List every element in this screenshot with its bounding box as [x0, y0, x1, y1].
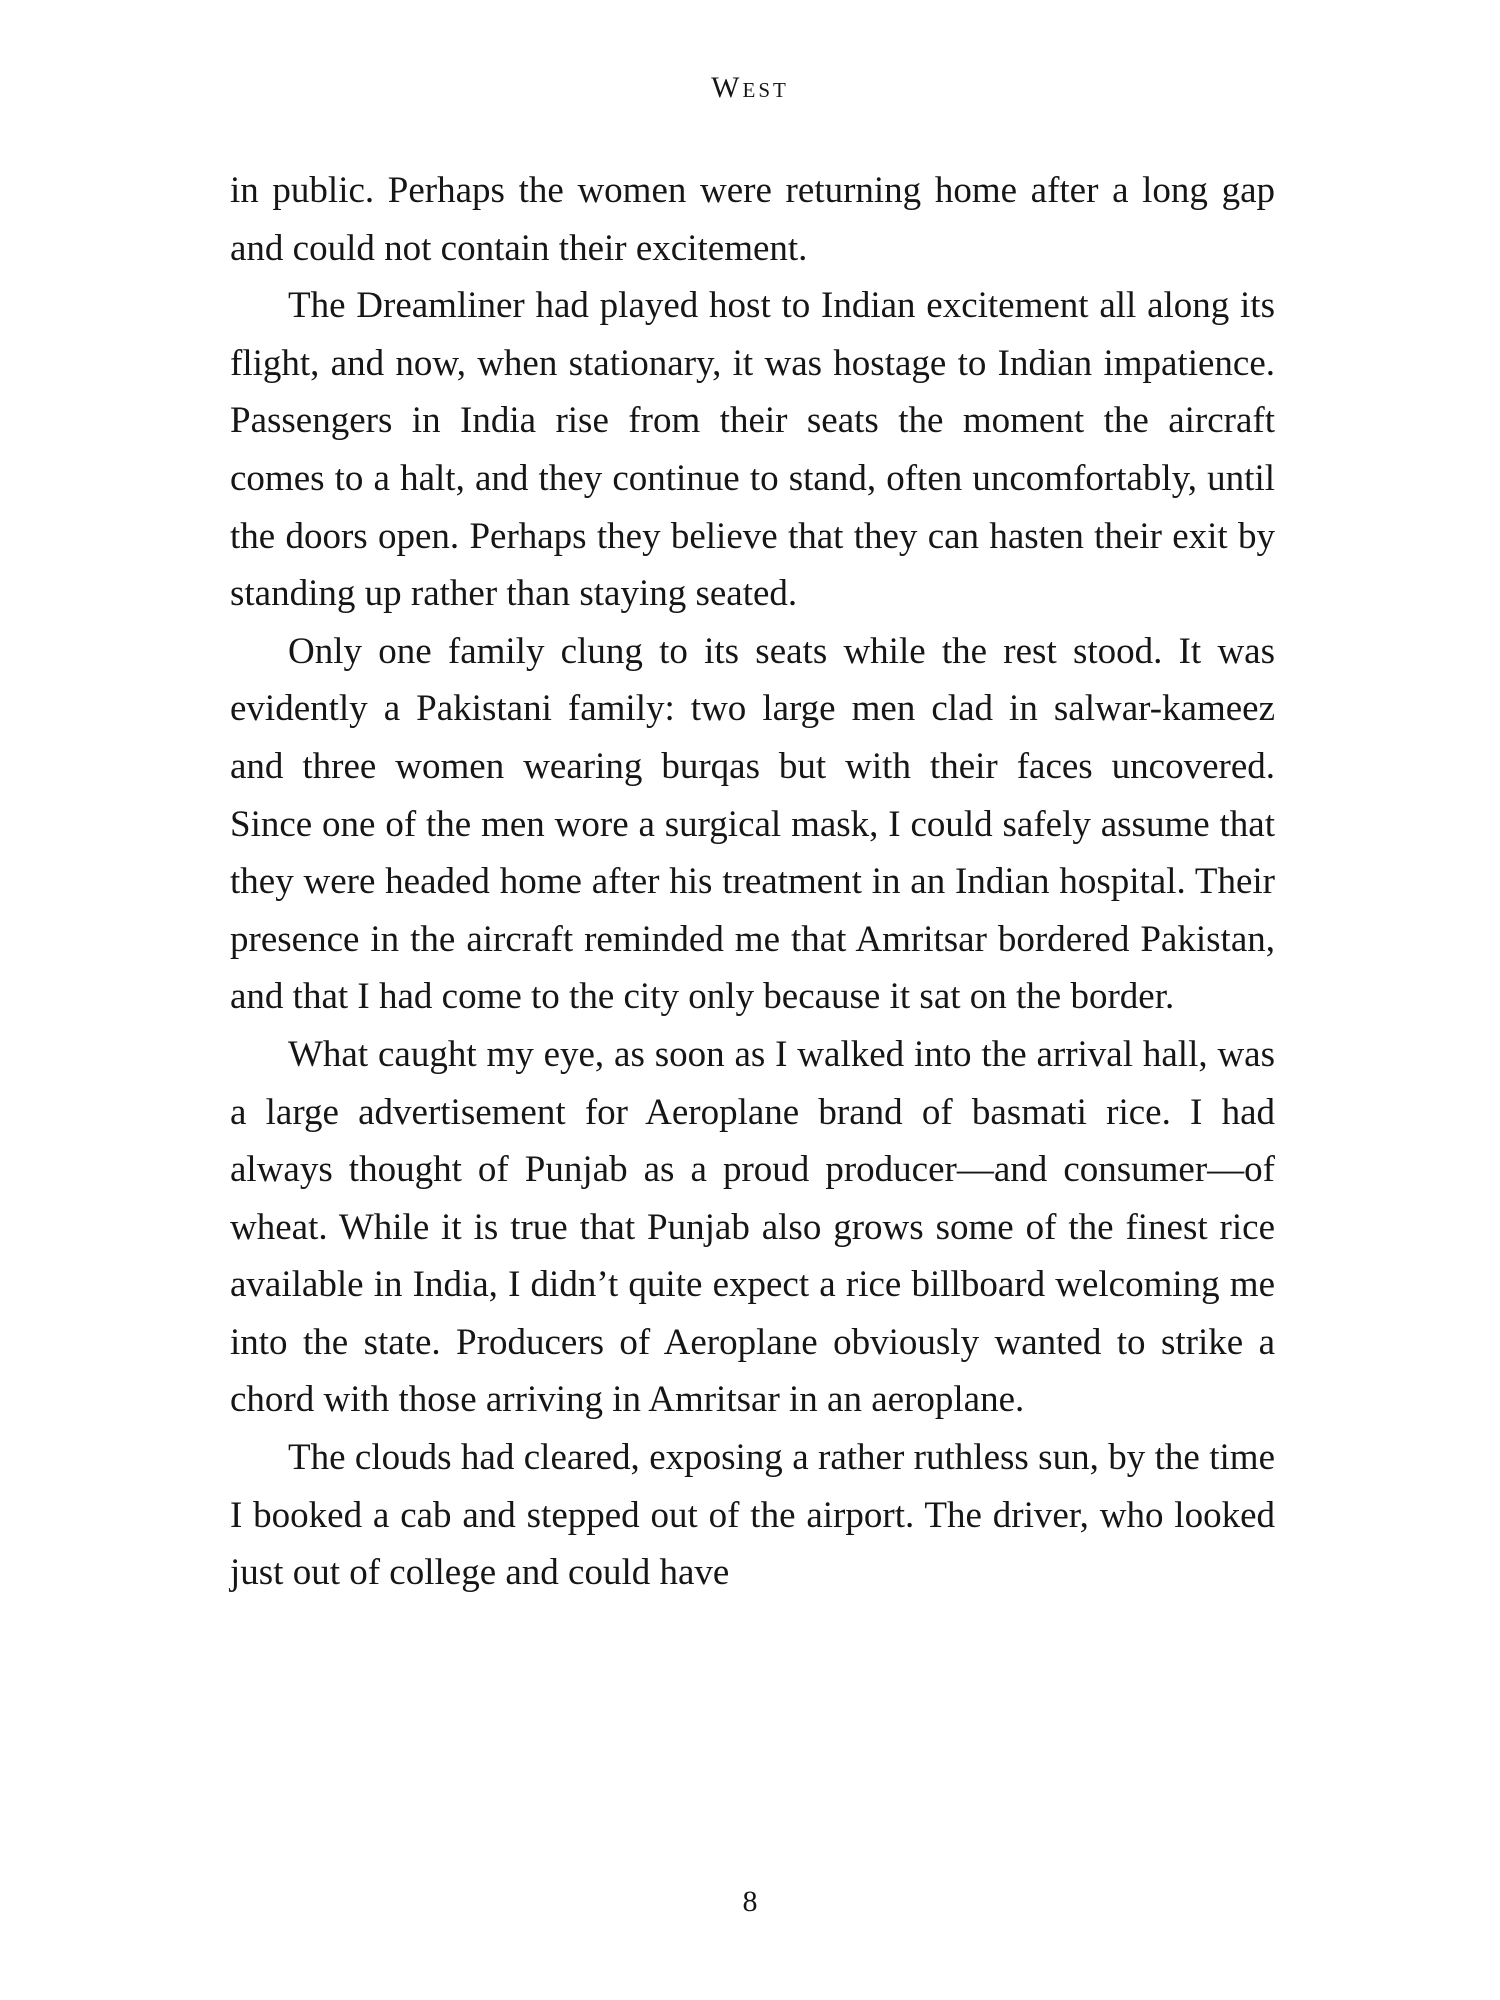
paragraph-clouds-cleared: The clouds had cleared, exposing a rather ruthless sun, by the time I booked a cab and stepped out of the airport. The driver, who looked just out of college and could have: [230, 1437, 1275, 1594]
paragraph-continued: in public. Perhaps the women were returning home after a long gap and could not contain their excitement.: [230, 170, 1275, 269]
page-number: 8: [742, 1885, 758, 1918]
running-head: West: [711, 71, 789, 104]
paragraph-rice-advertisement: What caught my eye, as soon as I walked into the arrival hall, was a large advertisement for Aeroplane brand of basmati rice. I had always thought of Punjab as a proud producer—and consumer—of wheat. While it is true that Punjab also grows some of the finest rice available in India, I didn’t quite expect a rice billboard welcoming me into the state. Producers of Aeroplane obviously wanted to strike a chord with those arriving in Amritsar in an aeroplane.: [230, 1033, 1275, 1421]
body-text: [230, 162, 1275, 1602]
paragraph-dreamliner: The Dreamliner had played host to Indian excitement all along its flight, and now, when stationary, it was hostage to Indian impatience. Passengers in India rise from their seats the moment the aircraft comes to a halt, and they continue to stand, often uncomfortably, until the doors open. Perhaps they believe that they can hasten their exit by standing up rather than staying seated.: [230, 285, 1275, 615]
paragraph-pakistani-family: Only one family clung to its seats while the rest stood. It was evidently a Pakistani family: two large men clad in salwar-kameez and three women wearing burqas but with their faces uncovered. Since one of the men wore a surgical mask, I could safely assume that they were headed home after his treatment in an Indian hospital. Their presence in the aircraft reminded me that Amritsar bordered Pakistan, and that I had come to the city only because it sat on the border.: [230, 630, 1275, 1018]
